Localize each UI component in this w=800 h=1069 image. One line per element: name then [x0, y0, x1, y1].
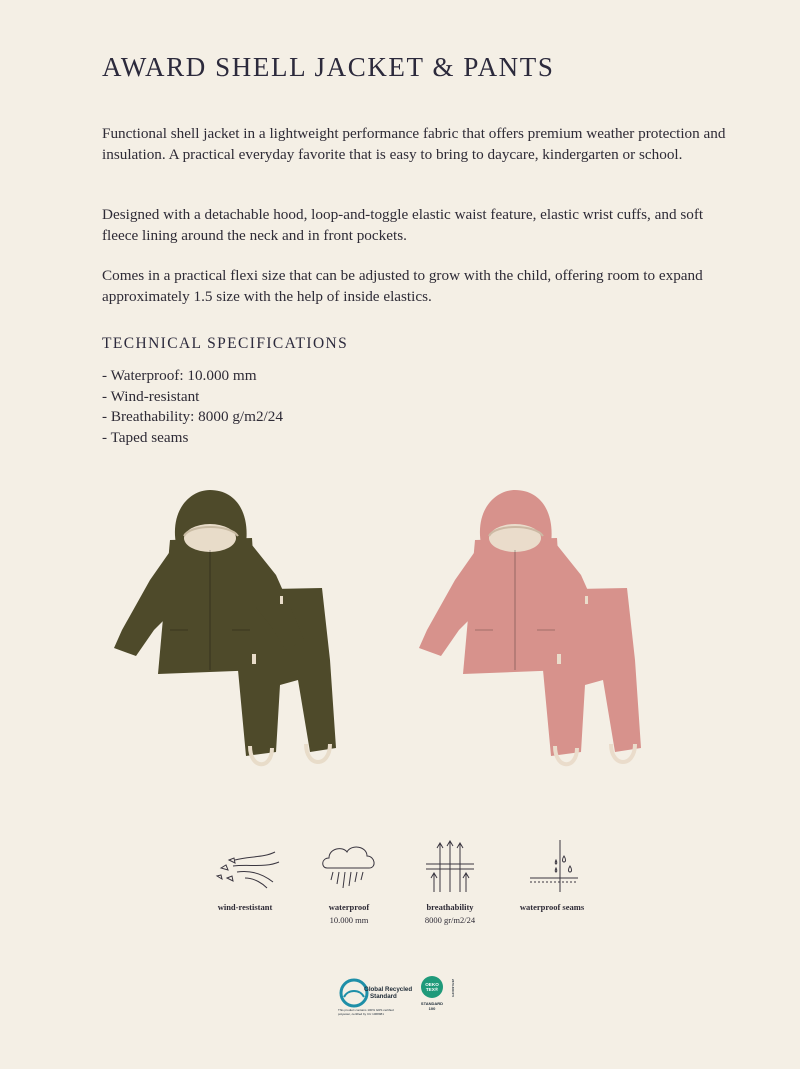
olive-shell-set-illustration	[100, 480, 340, 790]
oeko-line2: TEX®	[425, 987, 439, 992]
page-title: AWARD SHELL JACKET & PANTS	[102, 52, 555, 82]
feature-label: waterproof	[328, 902, 370, 912]
spec-item: - Breathability: 8000 g/m2/24	[102, 408, 283, 425]
feature-waterproof-seams	[497, 838, 607, 912]
feature-sub: 8000 gr/m2/24	[424, 915, 476, 925]
specs-heading: TECHNICAL SPECIFICATIONS	[102, 335, 349, 352]
grs-line1: Global Recycled	[364, 986, 413, 993]
oeko-line4: 100	[428, 1006, 436, 1011]
pink-shell-set-illustration	[405, 480, 645, 790]
feature-breathability	[395, 838, 505, 925]
grs-line2: Standard	[370, 993, 397, 1000]
wind-icon	[205, 838, 285, 894]
oeko-line3: STANDARD	[420, 1001, 444, 1006]
specs-list	[102, 366, 283, 448]
feature-sub: 10.000 mm	[329, 915, 369, 925]
oeko-tex-logo	[418, 975, 458, 1017]
description-paragraph-3: Comes in a practical flexi size that can be adjusted to grow with the child, offering room to expand approximately 1.5 size with the help of inside elastics.	[102, 267, 703, 305]
feature-label: waterproof seams	[519, 902, 585, 912]
spec-item: - Taped seams	[102, 428, 189, 446]
description-paragraph-2: Designed with a detachable hood, loop-and-toggle elastic waist feature, elastic wrist cuffs, and soft fleece lining around the neck and in front pockets.	[102, 206, 704, 244]
breathability-arrows-icon	[410, 838, 490, 894]
grs-fine-print-2: polyester, certified by CU 1068981	[338, 1012, 384, 1016]
feature-wind-resistant	[190, 838, 300, 912]
feature-waterproof	[294, 838, 404, 925]
rain-cloud-icon	[309, 838, 389, 894]
seam-drops-icon	[512, 838, 592, 894]
feature-label: breathability	[426, 902, 474, 912]
spec-item: - Waterproof: 10.000 mm	[102, 367, 257, 384]
oeko-line1: OEKO	[425, 982, 439, 987]
spec-item: - Wind-resistant	[102, 387, 200, 405]
global-recycled-standard-logo	[336, 975, 413, 1020]
oeko-side: 2370-309 IITI	[451, 979, 455, 997]
description-paragraph-1: Functional shell jacket in a lightweight performance fabric that offers premium weather protection and insulation. A practical everyday favorite that is easy to bring to daycare, kindergarten or school.	[102, 125, 726, 163]
grs-fine-print-1: This product contains 100% GRS certified	[338, 1008, 394, 1012]
feature-label: wind-restistant	[217, 902, 273, 912]
